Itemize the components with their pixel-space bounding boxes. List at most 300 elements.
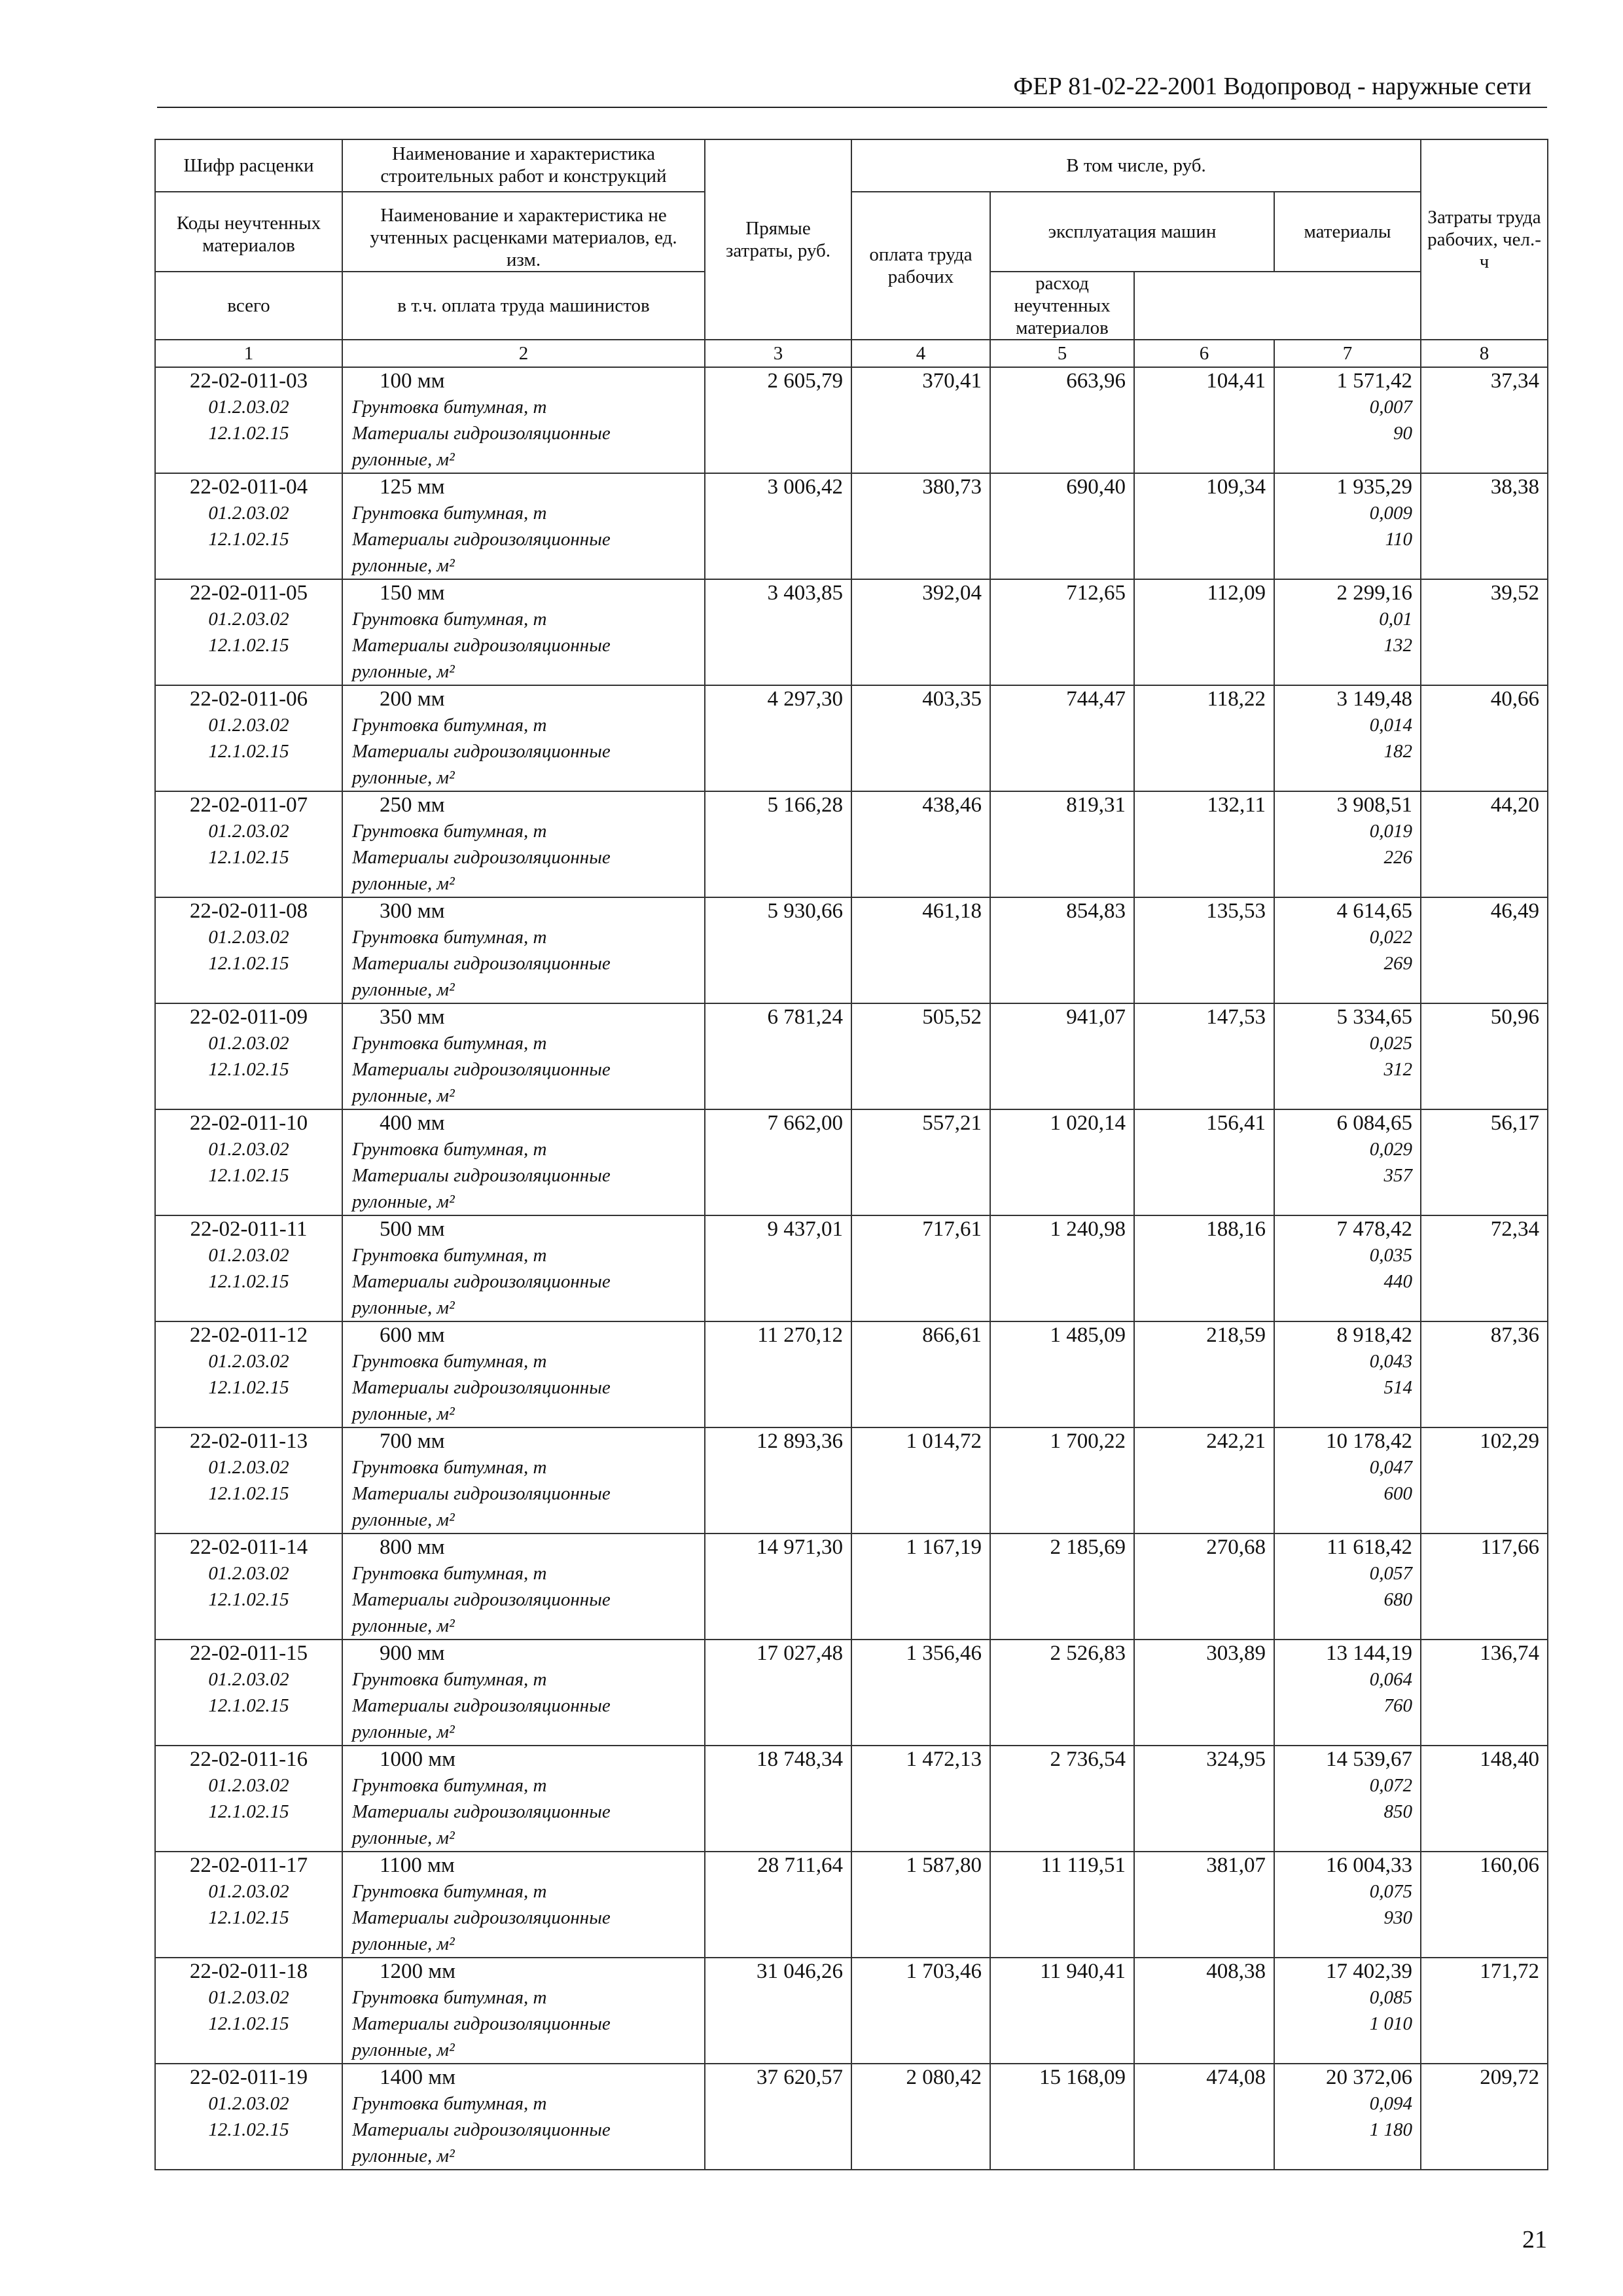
operator-cost: 381,07 [1206, 1854, 1266, 1877]
machines-cell [990, 1640, 1134, 1746]
labor-hours: 87,36 [1490, 1323, 1539, 1347]
machines-cell [990, 897, 1134, 1003]
name-cell [342, 367, 705, 473]
header-cell-code [155, 139, 342, 272]
labor-hours: 37,34 [1490, 369, 1539, 393]
materials-cost: 8 918,42 [1336, 1323, 1412, 1347]
work-name: 900 мм [380, 1641, 445, 1665]
table-row [155, 1109, 1548, 1215]
material-name: рулонные, м² [352, 873, 455, 894]
work-name: 400 мм [380, 1111, 445, 1135]
code-cell [155, 1109, 342, 1215]
material-name: Грунтовка битумная, т [352, 1881, 547, 1902]
material-name: рулонные, м² [352, 555, 455, 576]
material-code: 01.2.03.02 [208, 1351, 289, 1372]
name-cell [342, 1958, 705, 2064]
material-qty: 0,009 [1369, 503, 1412, 524]
material-qty: 357 [1383, 1165, 1412, 1186]
direct-cell [705, 685, 851, 791]
name-cell [342, 1746, 705, 1852]
name-cell [342, 1640, 705, 1746]
labor-cell [851, 2064, 990, 2170]
material-qty: 110 [1385, 529, 1412, 550]
material-code: 01.2.03.02 [208, 1245, 289, 1266]
materials-cell [1274, 1003, 1421, 1109]
material-code: 01.2.03.02 [208, 1775, 289, 1796]
operator-cost: 242,21 [1206, 1429, 1266, 1453]
hours-cell [1421, 791, 1548, 897]
material-name: рулонные, м² [352, 1933, 455, 1954]
material-code: 01.2.03.02 [208, 397, 289, 418]
materials-cell [1274, 1746, 1421, 1852]
material-qty: 0,022 [1369, 927, 1412, 948]
rate-code: 22-02-011-04 [189, 475, 308, 499]
materials-cell [1274, 1534, 1421, 1640]
machine-cost: 11 119,51 [1041, 1854, 1126, 1877]
material-name: Материалы гидроизоляционные [352, 1907, 611, 1928]
labor-cost: 1 014,72 [906, 1429, 982, 1453]
material-name: Материалы гидроизоляционные [352, 1059, 611, 1080]
operators-cell [1134, 685, 1274, 791]
work-name: 700 мм [380, 1429, 445, 1453]
spacer [156, 870, 342, 897]
name-cell [342, 1534, 705, 1640]
material-code: 01.2.03.02 [208, 1033, 289, 1054]
machines-cell [990, 685, 1134, 791]
operator-cost: 112,09 [1207, 581, 1266, 605]
rate-code: 22-02-011-15 [189, 1641, 308, 1665]
code-cell [155, 1852, 342, 1958]
materials-cost: 13 144,19 [1326, 1641, 1412, 1665]
material-code: 12.1.02.15 [208, 1377, 289, 1398]
hours-cell [1421, 2064, 1548, 2170]
work-name: 350 мм [380, 1005, 445, 1029]
material-code: 12.1.02.15 [208, 1271, 289, 1292]
machine-cost: 15 168,09 [1039, 2066, 1126, 2089]
machines-cell [990, 473, 1134, 579]
material-name: Материалы гидроизоляционные [352, 741, 611, 762]
material-code: 01.2.03.02 [208, 1987, 289, 2008]
spacer [156, 1719, 342, 1745]
table-number-row [155, 340, 1548, 367]
direct-cell [705, 1003, 851, 1109]
work-name: 100 мм [380, 369, 445, 393]
rate-code: 22-02-011-14 [189, 1535, 308, 1559]
table-row [155, 1215, 1548, 1321]
material-qty: 312 [1383, 1059, 1412, 1080]
material-qty: 226 [1383, 847, 1412, 868]
rate-code: 22-02-011-11 [190, 1217, 308, 1241]
rate-code: 22-02-011-06 [189, 687, 308, 711]
operator-cost: 218,59 [1206, 1323, 1266, 1347]
material-code: 12.1.02.15 [208, 423, 289, 444]
rate-code: 22-02-011-03 [189, 369, 308, 393]
direct-cost: 5 930,66 [767, 899, 843, 923]
direct-cost: 5 166,28 [767, 793, 843, 817]
spacer [156, 1295, 342, 1321]
machines-cell [990, 1746, 1134, 1852]
name-cell [342, 685, 705, 791]
table-row [155, 2064, 1548, 2170]
materials-cell [1274, 1640, 1421, 1746]
material-name: рулонные, м² [352, 979, 455, 1000]
material-name: рулонные, м² [352, 661, 455, 682]
materials-cost: 17 402,39 [1326, 1960, 1412, 1983]
materials-cost: 4 614,65 [1336, 899, 1412, 923]
labor-hours: 39,52 [1490, 581, 1539, 605]
hours-cell [1421, 473, 1548, 579]
material-qty: 600 [1383, 1483, 1412, 1504]
col-number: 2 [342, 340, 705, 367]
materials-cell [1274, 1215, 1421, 1321]
hours-cell [1421, 1640, 1548, 1746]
operators-cell [1134, 1958, 1274, 2064]
material-name: Грунтовка битумная, т [352, 2093, 547, 2114]
direct-cell [705, 1321, 851, 1427]
labor-cost: 380,73 [922, 475, 982, 499]
spacer [156, 1401, 342, 1427]
materials-cost: 3 149,48 [1336, 687, 1412, 711]
material-qty: 1 010 [1369, 2013, 1412, 2034]
operators-cell [1134, 1427, 1274, 1534]
material-name: Материалы гидроизоляционные [352, 1377, 611, 1398]
machine-cost: 2 526,83 [1050, 1641, 1126, 1665]
labor-hours: 117,66 [1480, 1535, 1539, 1559]
machine-cost: 1 485,09 [1050, 1323, 1126, 1347]
materials-cell [1274, 579, 1421, 685]
name-cell [342, 1003, 705, 1109]
material-name: Материалы гидроизоляционные [352, 529, 611, 550]
labor-cell [851, 1640, 990, 1746]
direct-cost: 18 748,34 [757, 1748, 843, 1771]
work-name: 1000 мм [380, 1748, 456, 1771]
material-qty: 0,007 [1369, 397, 1412, 418]
material-qty: 0,085 [1369, 1987, 1412, 2008]
code-cell [155, 1640, 342, 1746]
code-cell [155, 367, 342, 473]
labor-cost: 1 472,13 [906, 1748, 982, 1771]
operator-cost: 156,41 [1206, 1111, 1266, 1135]
material-qty: 760 [1383, 1695, 1412, 1716]
machine-cost: 11 940,41 [1040, 1960, 1126, 1983]
direct-cell [705, 1958, 851, 2064]
code-cell [155, 579, 342, 685]
operators-cell [1134, 579, 1274, 685]
material-code: 01.2.03.02 [208, 715, 289, 736]
header-col7: расход неучтенных материалов [990, 272, 1134, 340]
direct-cell [705, 1746, 851, 1852]
header-machines: эксплуатация машин [990, 192, 1274, 272]
operators-cell [1134, 1003, 1274, 1109]
col-number: 7 [1274, 340, 1421, 367]
labor-cost: 1 356,46 [906, 1641, 982, 1665]
operators-cell [1134, 367, 1274, 473]
material-name: Материалы гидроизоляционные [352, 1271, 611, 1292]
labor-cell [851, 1215, 990, 1321]
operators-cell [1134, 1746, 1274, 1852]
code-cell [155, 1534, 342, 1640]
labor-hours: 209,72 [1480, 2066, 1539, 2089]
material-name: Материалы гидроизоляционные [352, 1589, 611, 1610]
operator-cost: 135,53 [1206, 899, 1266, 923]
machine-cost: 663,96 [1066, 369, 1126, 393]
operators-cell [1134, 1852, 1274, 1958]
work-name: 250 мм [380, 793, 445, 817]
work-name: 1400 мм [380, 2066, 456, 2089]
labor-cost: 461,18 [922, 899, 982, 923]
spacer [156, 2037, 342, 2063]
spacer [156, 1613, 342, 1639]
rates-table [154, 139, 1548, 2170]
material-qty: 0,043 [1369, 1351, 1412, 1372]
labor-hours: 148,40 [1480, 1748, 1539, 1771]
material-name: рулонные, м² [352, 449, 455, 470]
col-number: 6 [1134, 340, 1274, 367]
header-col2-bottom: Наименование и характеристика не учтенных расценками материалов, ед. изм. [370, 205, 677, 270]
machines-cell [990, 1852, 1134, 1958]
spacer [156, 1083, 342, 1109]
machine-cost: 1 020,14 [1050, 1111, 1126, 1135]
table-row [155, 1640, 1548, 1746]
spacer [156, 446, 342, 473]
materials-cost: 10 178,42 [1326, 1429, 1412, 1453]
material-code: 01.2.03.02 [208, 1881, 289, 1902]
hours-cell [1421, 1427, 1548, 1534]
labor-cell [851, 473, 990, 579]
hours-cell [1421, 685, 1548, 791]
page-header-title: ФЕР 81-02-22-2001 Водопровод - наружные сети [1013, 73, 1531, 100]
name-cell [342, 1852, 705, 1958]
operators-cell [1134, 2064, 1274, 2170]
machine-cost: 819,31 [1066, 793, 1126, 817]
direct-cell [705, 473, 851, 579]
machines-cell [990, 1427, 1134, 1534]
spacer [156, 1931, 342, 1957]
material-name: Грунтовка битумная, т [352, 1563, 547, 1584]
direct-cell [705, 897, 851, 1003]
material-code: 12.1.02.15 [208, 741, 289, 762]
labor-cost: 1 703,46 [906, 1960, 982, 1983]
col-number: 4 [851, 340, 990, 367]
machines-cell [990, 1958, 1134, 2064]
material-qty: 0,019 [1369, 821, 1412, 842]
direct-cell [705, 2064, 851, 2170]
direct-cost: 4 297,30 [767, 687, 843, 711]
materials-cost: 20 372,06 [1326, 2066, 1412, 2089]
name-cell [342, 1215, 705, 1321]
labor-cell [851, 579, 990, 685]
direct-cell [705, 1852, 851, 1958]
col-number: 1 [155, 340, 342, 367]
labor-hours: 136,74 [1480, 1641, 1539, 1665]
spacer [156, 1189, 342, 1215]
material-code: 01.2.03.02 [208, 927, 289, 948]
materials-cost: 16 004,33 [1326, 1854, 1412, 1877]
direct-cost: 2 605,79 [767, 369, 843, 393]
labor-cell [851, 1852, 990, 1958]
labor-cell [851, 1427, 990, 1534]
material-name: Грунтовка битумная, т [352, 1033, 547, 1054]
rate-code: 22-02-011-05 [189, 581, 308, 605]
material-name: Грунтовка битумная, т [352, 715, 547, 736]
material-name: рулонные, м² [352, 1509, 455, 1530]
machines-cell [990, 1321, 1134, 1427]
operators-cell [1134, 1321, 1274, 1427]
table-row [155, 1852, 1548, 1958]
material-code: 12.1.02.15 [208, 1589, 289, 1610]
table-row [155, 1958, 1548, 2064]
material-name: Материалы гидроизоляционные [352, 635, 611, 656]
hours-cell [1421, 1003, 1548, 1109]
labor-hours: 44,20 [1490, 793, 1539, 817]
material-qty: 0,057 [1369, 1563, 1412, 1584]
material-qty: 0,064 [1369, 1669, 1412, 1690]
material-code: 12.1.02.15 [208, 1695, 289, 1716]
operator-cost: 324,95 [1206, 1748, 1266, 1771]
labor-cost: 1 167,19 [906, 1535, 982, 1559]
col-number: 8 [1421, 340, 1548, 367]
labor-cell [851, 1321, 990, 1427]
table-row [155, 579, 1548, 685]
materials-cell [1274, 367, 1421, 473]
material-name: Грунтовка битумная, т [352, 609, 547, 630]
code-cell [155, 1215, 342, 1321]
work-name: 150 мм [380, 581, 445, 605]
material-name: рулонные, м² [352, 1721, 455, 1742]
direct-cell [705, 1534, 851, 1640]
labor-cost: 370,41 [922, 369, 982, 393]
header-col2-top: Наименование и характеристика строительных работ и конструкций [343, 140, 704, 192]
material-code: 12.1.02.15 [208, 635, 289, 656]
materials-cell [1274, 1321, 1421, 1427]
name-cell [342, 897, 705, 1003]
operators-cell [1134, 1534, 1274, 1640]
materials-cell [1274, 1109, 1421, 1215]
spacer [156, 977, 342, 1003]
operators-cell [1134, 473, 1274, 579]
header-group: В том числе, руб. [851, 139, 1421, 192]
material-name: Грунтовка битумная, т [352, 927, 547, 948]
col-number: 3 [705, 340, 851, 367]
machines-cell [990, 1003, 1134, 1109]
material-code: 01.2.03.02 [208, 2093, 289, 2114]
rate-code: 22-02-011-13 [189, 1429, 308, 1453]
material-name: Материалы гидроизоляционные [352, 953, 611, 974]
material-code: 12.1.02.15 [208, 1907, 289, 1928]
material-qty: 1 180 [1369, 2119, 1412, 2140]
labor-hours: 50,96 [1490, 1005, 1539, 1029]
header-col8: Затраты труда рабочих, чел.-ч [1421, 139, 1548, 340]
material-code: 12.1.02.15 [208, 1483, 289, 1504]
operators-cell [1134, 1215, 1274, 1321]
material-code: 01.2.03.02 [208, 821, 289, 842]
material-qty: 90 [1393, 423, 1412, 444]
labor-cost: 1 587,80 [906, 1854, 982, 1877]
table-row [155, 1003, 1548, 1109]
material-qty: 680 [1383, 1589, 1412, 1610]
hours-cell [1421, 367, 1548, 473]
operator-cost: 270,68 [1206, 1535, 1266, 1559]
code-cell [155, 1003, 342, 1109]
hours-cell [1421, 1534, 1548, 1640]
operator-cost: 188,16 [1206, 1217, 1266, 1241]
material-name: рулонные, м² [352, 1403, 455, 1424]
material-qty: 930 [1383, 1907, 1412, 1928]
spacer [156, 1825, 342, 1851]
labor-cell [851, 1958, 990, 2064]
material-qty: 0,01 [1379, 609, 1412, 630]
rate-code: 22-02-011-16 [189, 1748, 308, 1771]
header-rule [157, 107, 1547, 108]
table-row [155, 1534, 1548, 1640]
direct-cost: 6 781,24 [767, 1005, 843, 1029]
direct-cell [705, 1215, 851, 1321]
machine-cost: 2 185,69 [1050, 1535, 1126, 1559]
labor-cell [851, 791, 990, 897]
direct-cost: 3 006,42 [767, 475, 843, 499]
direct-cost: 37 620,57 [757, 2066, 843, 2089]
work-name: 500 мм [380, 1217, 445, 1241]
materials-cost: 11 618,42 [1327, 1535, 1412, 1559]
materials-cost: 6 084,65 [1336, 1111, 1412, 1135]
material-code: 12.1.02.15 [208, 2013, 289, 2034]
material-name: Грунтовка битумная, т [352, 1987, 547, 2008]
page-number: 21 [1522, 2226, 1547, 2253]
code-cell [155, 685, 342, 791]
operators-cell [1134, 791, 1274, 897]
operator-cost: 147,53 [1206, 1005, 1266, 1029]
machine-cost: 690,40 [1066, 475, 1126, 499]
operator-cost: 104,41 [1206, 369, 1266, 393]
material-name: Материалы гидроизоляционные [352, 1695, 611, 1716]
material-name: рулонные, м² [352, 1827, 455, 1848]
materials-cost: 3 908,51 [1336, 793, 1412, 817]
table-row [155, 897, 1548, 1003]
table-row [155, 367, 1548, 473]
materials-cost: 1 935,29 [1336, 475, 1412, 499]
work-name: 1200 мм [380, 1960, 456, 1983]
work-name: 800 мм [380, 1535, 445, 1559]
header-cell-name [342, 139, 705, 272]
rate-code: 22-02-011-17 [189, 1854, 308, 1877]
labor-cost: 505,52 [922, 1005, 982, 1029]
labor-cost: 392,04 [922, 581, 982, 605]
material-qty: 269 [1383, 953, 1412, 974]
rate-code: 22-02-011-18 [189, 1960, 308, 1983]
name-cell [342, 791, 705, 897]
direct-cost: 28 711,64 [757, 1854, 843, 1877]
labor-cell [851, 685, 990, 791]
header-col1-top: Шифр расценки [156, 140, 342, 192]
material-name: рулонные, м² [352, 1191, 455, 1212]
material-qty: 0,047 [1369, 1457, 1412, 1478]
materials-cell [1274, 685, 1421, 791]
operator-cost: 408,38 [1206, 1960, 1266, 1983]
materials-cost: 1 571,42 [1336, 369, 1412, 393]
materials-cost: 5 334,65 [1336, 1005, 1412, 1029]
direct-cell [705, 791, 851, 897]
operators-cell [1134, 897, 1274, 1003]
material-code: 12.1.02.15 [208, 953, 289, 974]
machine-cost: 1 240,98 [1050, 1217, 1126, 1241]
material-name: Материалы гидроизоляционные [352, 423, 611, 444]
operator-cost: 303,89 [1206, 1641, 1266, 1665]
spacer [156, 764, 342, 791]
header-col3: Прямые затраты, руб. [705, 139, 851, 340]
labor-cell [851, 1109, 990, 1215]
operator-cost: 118,22 [1207, 687, 1266, 711]
materials-cell [1274, 473, 1421, 579]
